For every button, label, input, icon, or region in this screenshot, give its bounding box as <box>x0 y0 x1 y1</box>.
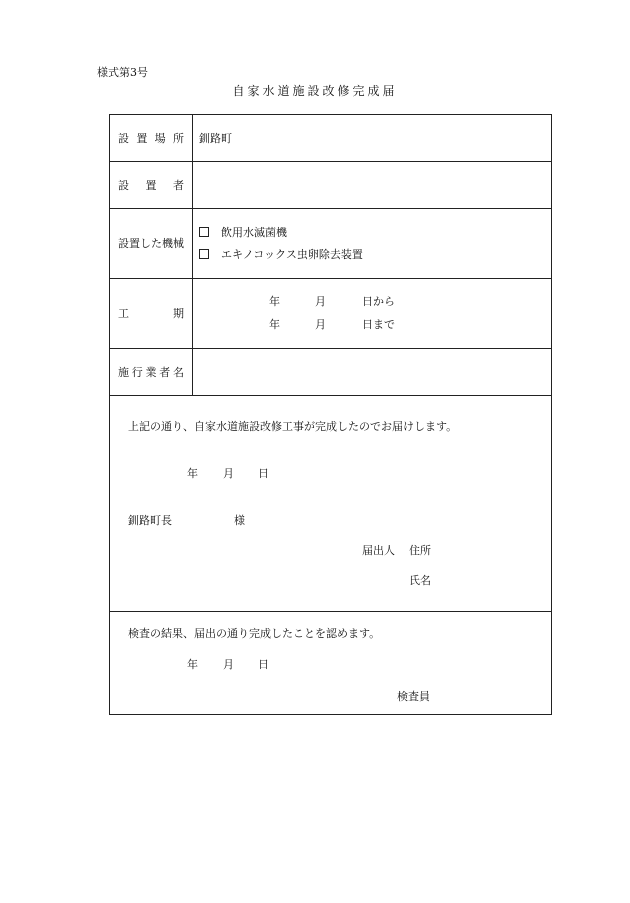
period-to-month: 月 <box>315 318 326 331</box>
equipment-option-label: エキノコックス虫卵除去装置 <box>221 248 363 261</box>
form-number: 様式第3号 <box>97 66 148 79</box>
equipment-option-label: 飲用水滅菌機 <box>221 226 287 239</box>
installer-label <box>110 161 192 208</box>
period-from-month: 月 <box>315 295 326 308</box>
contractor-label-text <box>118 364 184 380</box>
location-value: 釧路町 <box>199 132 232 145</box>
label-char: 置 <box>145 178 157 192</box>
checkbox-icon[interactable] <box>199 227 209 237</box>
installer-label-text <box>118 177 184 193</box>
declaration-date-month: 月 <box>223 467 234 480</box>
inspection-date-day: 日 <box>258 658 269 671</box>
contractor-label <box>110 348 192 395</box>
equipment-option-sterilizer[interactable] <box>199 227 287 238</box>
period-from-year: 年 <box>269 295 280 308</box>
equipment-label-text: 設置した機械 <box>118 237 184 250</box>
inspection-date-year: 年 <box>187 658 198 671</box>
label-char: 名 <box>173 365 184 379</box>
notifier-label: 届出人 <box>362 544 395 557</box>
checkbox-icon[interactable] <box>199 249 209 259</box>
label-char: 設 <box>118 132 129 145</box>
row-divider <box>110 395 551 396</box>
inspector-label: 検査員 <box>397 690 430 703</box>
row-divider <box>110 611 551 612</box>
period-to-year: 年 <box>269 318 280 331</box>
label-char: 施 <box>118 365 129 379</box>
declaration-date-year: 年 <box>187 467 198 480</box>
addressee-honorific: 様 <box>234 514 245 527</box>
label-char: 業 <box>145 365 157 379</box>
addressee: 釧路町長 <box>128 514 172 527</box>
period-from-day: 日から <box>362 295 395 308</box>
inspection-date-month: 月 <box>223 658 234 671</box>
label-char: 行 <box>131 365 143 379</box>
period-label <box>110 278 192 348</box>
inspection-text: 検査の結果、届出の通り完成したことを認めます。 <box>128 627 381 640</box>
declaration-text: 上記の通り、自家水道施設改修工事が完成したのでお届けします。 <box>128 420 458 433</box>
address-label: 住所 <box>409 544 431 557</box>
document-title: 自家水道施設改修完成届 <box>232 84 398 98</box>
location-label-text <box>118 130 184 146</box>
declaration-date-day: 日 <box>258 467 269 480</box>
label-char: 場 <box>154 132 166 145</box>
form-table <box>109 114 552 715</box>
label-char: 期 <box>173 307 184 320</box>
label-char: 置 <box>136 132 148 145</box>
location-label <box>110 115 192 161</box>
label-char: 所 <box>172 132 184 145</box>
period-label-text <box>118 305 184 321</box>
equipment-option-egg-remover[interactable] <box>199 249 363 260</box>
label-char: 設 <box>118 178 129 192</box>
label-char: 工 <box>118 307 129 320</box>
name-label: 氏名 <box>409 574 431 587</box>
label-char: 者 <box>159 365 171 379</box>
column-divider <box>192 115 193 395</box>
equipment-label <box>110 208 192 278</box>
period-to-day: 日まで <box>362 318 395 331</box>
label-char: 者 <box>173 178 184 192</box>
